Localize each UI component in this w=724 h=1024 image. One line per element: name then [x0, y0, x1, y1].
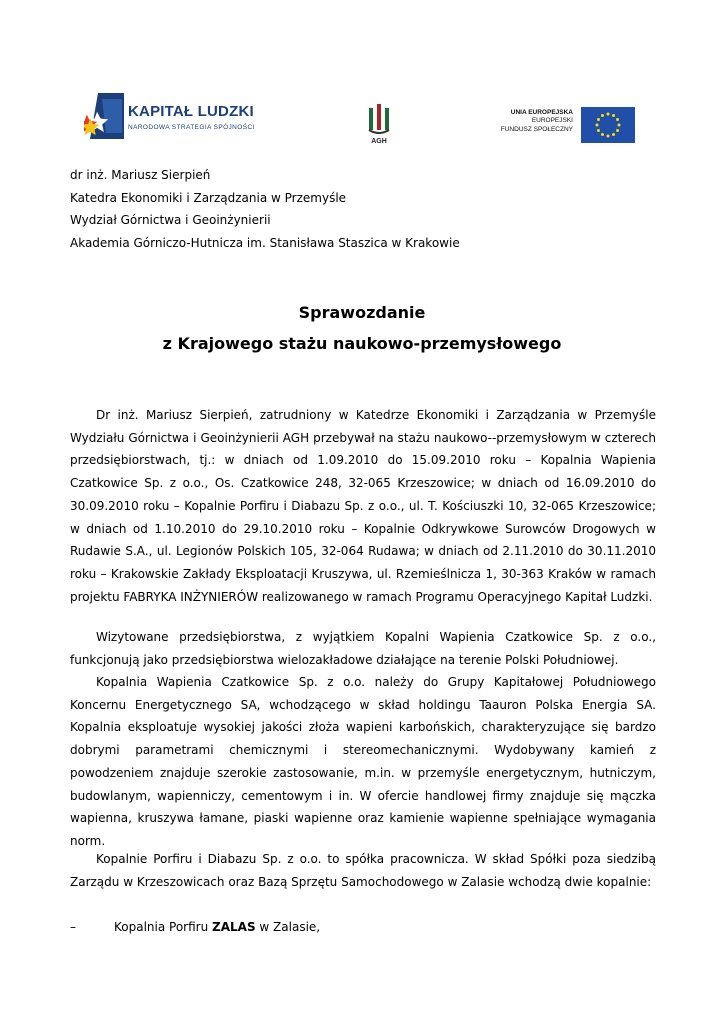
report-subtitle: z Krajowego stażu naukowo-przemysłowego [162, 334, 562, 353]
agh-text: AGH [371, 138, 387, 145]
author-name: dr inż. Mariusz Sierpień [70, 168, 211, 182]
kapital-ludzki-title: KAPITAŁ LUDZKI [128, 103, 254, 120]
university: Akademia Górniczo-Hutnicza im. Stanisława Staszica w Krakowie [70, 235, 460, 250]
eu-star-icon [616, 129, 619, 132]
paragraph-4: Kopalnie Porfiru i Diabazu Sp. z o.o. to spółka pracownicza. W skład Spółki poza siedzibą Zarządu w Krzeszowicach oraz Bazą Sprzętu Samochodowego w Zalasie wchodzą dwie kopalnie: [70, 852, 656, 889]
eu-star-icon [607, 113, 610, 116]
eu-star-icon [616, 118, 619, 121]
eu-social-fund-logo [497, 107, 637, 143]
report-title: Sprawozdanie [298, 303, 426, 322]
eu-text [501, 109, 573, 134]
list-item-text-pre: Kopalnia Porfiru [114, 920, 213, 934]
header-logos [0, 0, 724, 160]
eu-line1: UNIA EUROPEJSKA [510, 109, 573, 116]
paragraph-1: Dr inż. Mariusz Sierpień, zatrudniony w Katedrze Ekonomiki i Zarządzania w Przemyśle Wydziału Górnictwa i Geoinżynierii AGH przebywał na stażu naukowo--przemysłowym w czterech przedsiębiorstwach, tj.: w dniach od 1.09.2010 do 15.09.2010 roku – Kopalnia Wapienia Czatkowice Sp. z o.o., Os. Czatkowice 248, 32-065 Krzeszowice; w dniach od 16.09.2010 do 30.09.2010 roku – Kopalnie Porfiru i Diabazu Sp. z o.o., ul. T. Kościuszki 10, 32-065 Krzeszowice; w dniach od 1.10.2010 do 29.10.2010 roku – Kopalnie Odkrywkowe Surowców Drogowych w Rudawie S.A., ul. Legionów Polskich 105, 32-064 Rudawa; w dniach od 2.11.2010 do 30.11.2010 roku – Krakowskie Zakłady Eksploatacji Kruszywa, ul. Rzemieślnicza 1, 30-363 Kraków w ramach projektu FABRYKA INŻYNIERÓW realizowanego w ramach Programu Operacyjnego Kapitał Ludzki. [70, 408, 656, 604]
paragraph-3: Kopalnia Wapienia Czatkowice Sp. z o.o. należy do Grupy Kapitałowej Południowego Koncernu Energetycznego SA, wchodzącego w skład holdingu Taauron Polska Energia SA. Kopalnia eksploatuje wysokiej jakości złoża wapieni karbońskich, charakteryzujące się bardzo dobrymi parametrami chemicznymi i stereomechanicznymi. Wydobywany kamień z powodzeniem znajduje szerokie zastosowanie, m.in. w przemyśle energetycznym, hutniczym, budowlanym, wapienniczy, cementowym i in. W ofercie handlowej firmy znajduje się mączka wapienna, kruszywa łamane, piaski wapienne oraz kamienie wapienne spełniające wymagania norm. [70, 675, 656, 848]
kapital-ludzki-mark-icon [84, 93, 124, 143]
list-item-bold: ZALAS [212, 920, 256, 934]
kapital-ludzki-logo [84, 93, 274, 145]
eu-flag-icon [581, 107, 635, 143]
paragraph-2: Wizytowane przedsiębiorstwa, z wyjątkiem Kopalni Wapienia Czatkowice Sp. z o.o., funkcjonują jako przedsiębiorstwa wielozakładowe działające na terenie Polski Południowej. [70, 630, 656, 667]
agh-emblem-icon [366, 104, 392, 136]
eu-star-icon [596, 124, 599, 127]
author-address [70, 164, 460, 254]
eu-star-icon [601, 114, 604, 117]
eu-line3: FUNDUSZ SPOŁECZNY [500, 125, 573, 133]
department: Katedra Ekonomiki i Zarządzania w Przemyśle [70, 190, 347, 205]
list-dash: – [70, 920, 76, 934]
eu-star-icon [601, 133, 604, 136]
eu-star-icon [612, 133, 615, 136]
list-item [70, 916, 320, 938]
kapital-ludzki-subtitle: NARODOWA STRATEGIA SPÓJNOŚCI [128, 124, 255, 131]
faculty: Wydział Górnictwa i Geoinżynierii [70, 213, 271, 227]
eu-star-icon [612, 114, 615, 117]
eu-star-icon [607, 135, 610, 138]
eu-star-icon [597, 118, 600, 121]
agh-logo [366, 104, 392, 148]
eu-star-icon [618, 124, 621, 127]
list-item-text-post: w Zalasie, [255, 920, 321, 934]
eu-star-icon [597, 129, 600, 132]
eu-line2: EUROPEJSKI [531, 117, 573, 125]
